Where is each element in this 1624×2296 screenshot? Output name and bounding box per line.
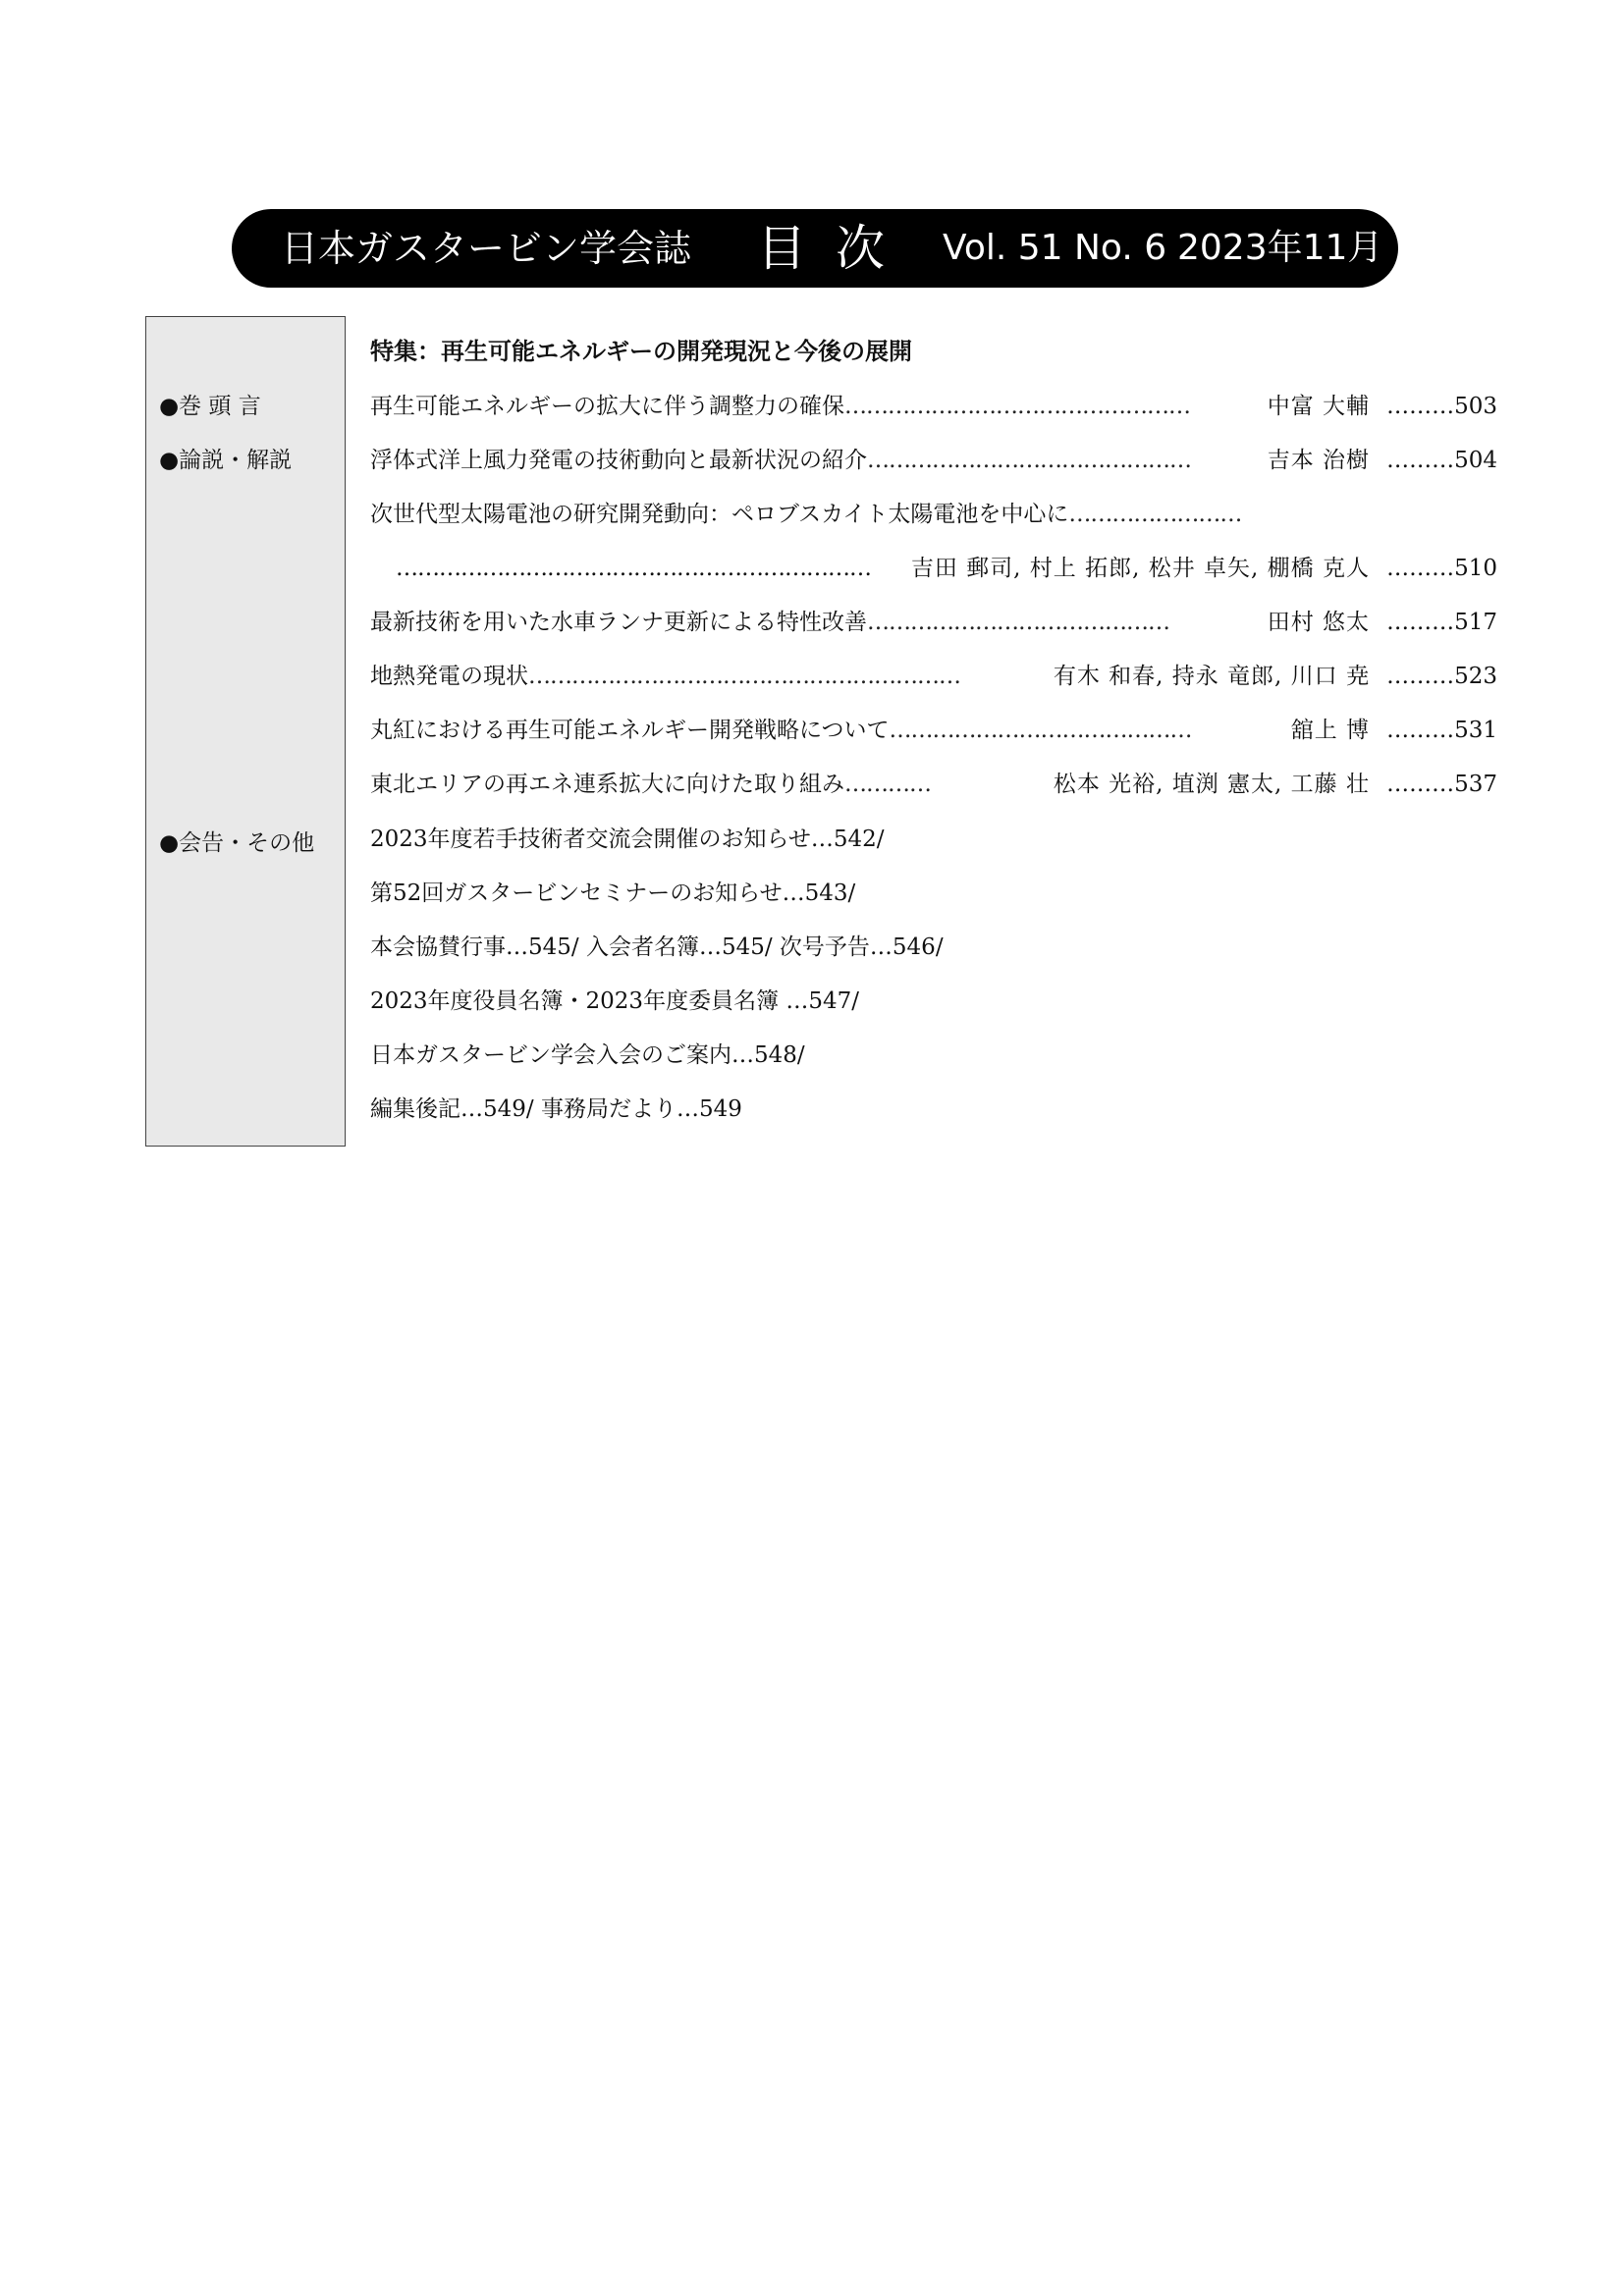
notice-item[interactable]: 本会協賛行事…545/ 入会者名簿…545/ 次号予告…546/	[370, 934, 944, 960]
toc-entry[interactable]	[370, 606, 1497, 639]
notice-item[interactable]: 日本ガスタービン学会入会のご案内…548/	[370, 1042, 805, 1068]
entry-page: ………504	[1386, 448, 1497, 473]
toc-entry-continued[interactable]	[370, 552, 1497, 585]
toc-entry[interactable]	[370, 660, 1497, 693]
notice-item[interactable]: 2023年度役員名簿・2023年度委員名簿 …547/	[370, 988, 860, 1014]
entry-author: 舘上 博	[1290, 718, 1370, 743]
entry-author: 有木 和春, 持永 竜郎, 川口 尭	[1053, 664, 1370, 689]
notice-item[interactable]: 編集後記…549/ 事務局だより…549	[370, 1096, 742, 1122]
section-label-notices: ●会告・その他	[159, 830, 315, 856]
leader-dots: ……………………	[1068, 502, 1242, 527]
entry-title: 東北エリアの再エネ連系拡大に向けた取り組み	[370, 772, 844, 797]
entry-page: ………523	[1386, 664, 1497, 689]
entry-author: 松本 光裕, 埴渕 憲太, 工藤 壮	[1053, 772, 1370, 797]
leader-dots: ……………………………………	[889, 718, 1192, 743]
entry-title: 再生可能エネルギーの拡大に伴う調整力の確保	[370, 394, 844, 419]
leader-dots: …………………………………………………………	[396, 556, 871, 581]
entry-title: 最新技術を用いた水車ランナ更新による特性改善	[370, 610, 867, 635]
leader-dots: ……………………………………	[867, 610, 1169, 635]
entry-page: ………517	[1386, 610, 1497, 635]
section-label-foreword: ●巻 頭 言	[159, 394, 261, 419]
entry-page: ………531	[1386, 718, 1497, 743]
toc-entry[interactable]	[370, 498, 1497, 531]
issue-date: 2023年11月	[1177, 228, 1383, 268]
entry-title: 丸紅における再生可能エネルギー開発戦略について	[370, 718, 890, 743]
notice-item[interactable]: 2023年度若手技術者交流会開催のお知らせ…542/	[370, 827, 885, 852]
entry-author: 中富 大輔	[1267, 394, 1370, 419]
entry-page: ………537	[1386, 772, 1497, 797]
entry-title: 次世代型太陽電池の研究開発動向：ペロブスカイト太陽電池を中心に	[370, 502, 1069, 527]
entry-author: 田村 悠太	[1267, 610, 1370, 635]
toc-title: 目次	[757, 220, 914, 277]
entry-author: 吉田 郵司, 村上 拓郎, 松井 卓矢, 棚橋 克人	[910, 556, 1370, 581]
entry-title: 地熱発電の現状	[370, 664, 528, 689]
toc-entry[interactable]	[370, 714, 1497, 747]
notice-item[interactable]: 第52回ガスタービンセミナーのお知らせ…543/	[370, 881, 856, 906]
journal-title: 日本ガスタービン学会誌	[281, 227, 692, 270]
special-feature-title: 特集：再生可能エネルギーの開発現況と今後の展開	[370, 338, 912, 365]
category-sidebar	[145, 316, 346, 1147]
entry-page: ………510	[1386, 556, 1497, 581]
toc-entry[interactable]	[370, 768, 1497, 801]
entry-author: 吉本 治樹	[1267, 448, 1370, 473]
entry-page: ………503	[1386, 394, 1497, 419]
toc-entry[interactable]	[370, 390, 1497, 423]
leader-dots: ……………………………………………………	[528, 664, 960, 689]
toc-header-bar	[232, 209, 1398, 288]
entry-title: 浮体式洋上風力発電の技術動向と最新状況の紹介	[370, 448, 867, 473]
section-label-articles: ●論説・解説	[159, 448, 293, 473]
toc-entry[interactable]	[370, 444, 1497, 477]
leader-dots: …………………………………………	[844, 394, 1190, 419]
leader-dots: …………	[844, 772, 931, 797]
volume-number: Vol. 51 No. 6	[943, 228, 1167, 268]
leader-dots: ………………………………………	[867, 448, 1191, 473]
